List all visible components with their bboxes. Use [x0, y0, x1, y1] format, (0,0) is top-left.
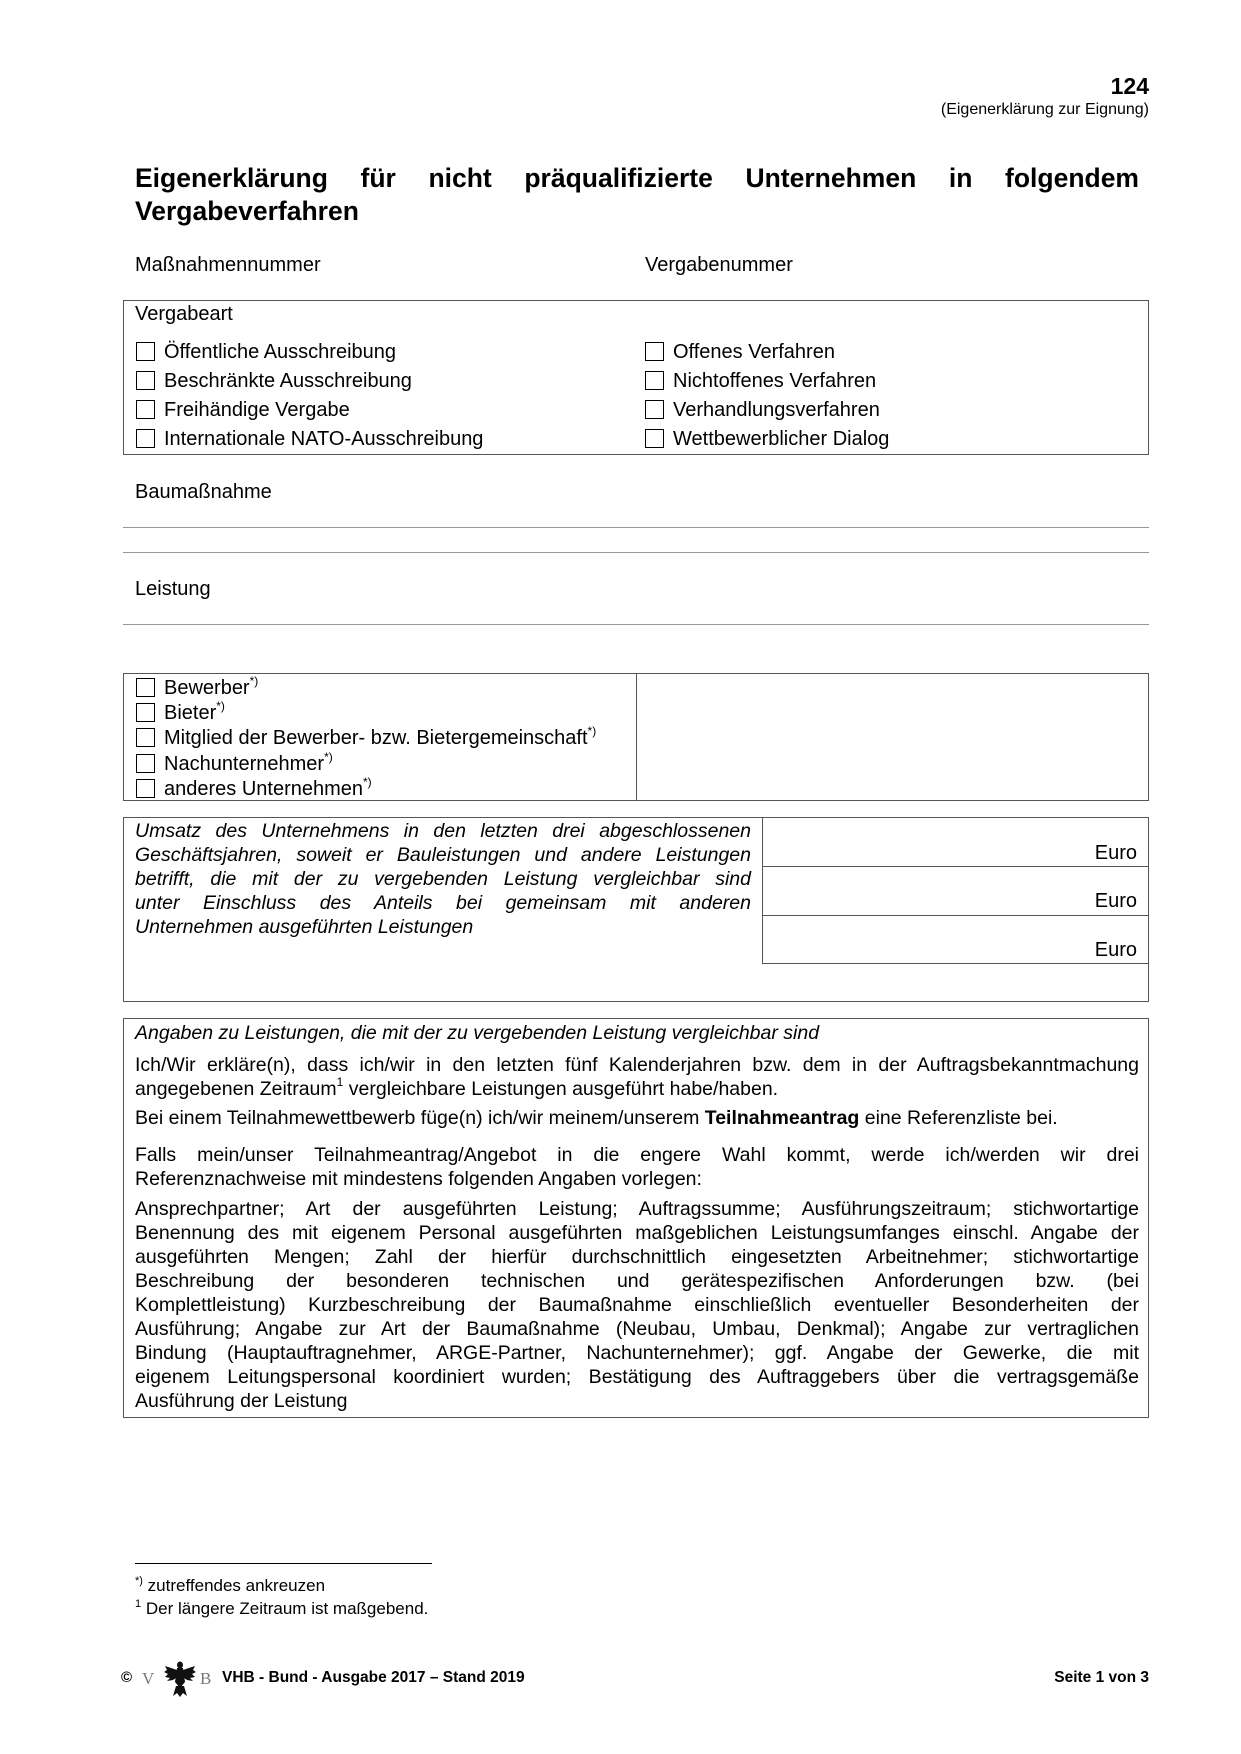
option-wettbewerblicher-dialog: Wettbewerblicher Dialog	[673, 428, 890, 450]
leistung-line[interactable]	[123, 624, 1149, 625]
option-nichtoffenes-verfahren: Nichtoffenes Verfahren	[673, 370, 877, 392]
paragraph-line: angegebenen Zeitraum$^1$ vergleichbare Leistungen ausgeführt habe/haben.	[135, 1075, 779, 1100]
checkbox-nato-ausschreibung[interactable]	[136, 429, 155, 448]
logo-letter-b: B	[200, 1669, 212, 1688]
paragraph-line: Bindung (Hauptauftragnehmer, ARGE-Partner, Nachunternehmer); ggf. Angabe der Gewerke, die mit	[135, 1342, 1139, 1364]
angaben-heading: Angaben zu Leistungen, die mit der zu vergebenden Leistung vergleichbar sind	[135, 1022, 820, 1044]
checkbox-mitglied[interactable]	[136, 728, 155, 747]
checkbox-wettbewerblicher-dialog[interactable]	[645, 429, 664, 448]
umsatz-amounts	[762, 817, 1149, 964]
logo-letter-v: V	[142, 1669, 155, 1688]
eagle-icon	[164, 1660, 196, 1698]
option-freihaendige-vergabe: Freihändige Vergabe	[164, 399, 350, 421]
option-nato-ausschreibung: Internationale NATO-Ausschreibung	[164, 428, 484, 450]
checkbox-nachunternehmer[interactable]	[136, 754, 155, 773]
role-nachunternehmer: Nachunternehmer*)	[164, 750, 333, 775]
paragraph-line: eigenem Leitungspersonal koordiniert wurden; Bestätigung des Auftraggebers über die vertragsgemäße	[135, 1366, 1139, 1388]
baumassnahme-line-1[interactable]	[123, 527, 1149, 528]
umsatz-line: Umsatz des Unternehmens in den letzten drei abgeschlossenen	[135, 820, 751, 842]
currency-label: Euro	[1094, 890, 1137, 912]
checkbox-anderes-unternehmen[interactable]	[136, 779, 155, 798]
page-title	[135, 162, 1139, 228]
paragraph-line: Benennung des mit eigenem Personal ausgeführten maßgeblichen Leistungsumfanges einschl. Angabe der	[135, 1222, 1139, 1244]
vergabeart-label: Vergabeart	[135, 303, 233, 325]
baumassnahme-line-2[interactable]	[123, 552, 1149, 553]
checkbox-bieter[interactable]	[136, 703, 155, 722]
footnote-separator	[135, 1563, 432, 1564]
umsatz-line: Unternehmen ausgeführten Leistungen	[135, 916, 474, 938]
paragraph-line: Komplettleistung) Kurzbeschreibung der Baumaßnahme einschließlich eventueller Besonderheiten der	[135, 1294, 1139, 1316]
footnote-1: *) zutreffendes ankreuzen	[135, 1575, 326, 1595]
option-offenes-verfahren: Offenes Verfahren	[673, 341, 835, 363]
title-line-1: Eigenerklärung für nicht präqualifizierte Unternehmen in folgendem	[135, 163, 1139, 193]
paragraph-line: Ich/Wir erkläre(n), dass ich/wir in den letzten fünf Kalenderjahren bzw. dem in der Auftragsbekanntmachung	[135, 1054, 1139, 1076]
footer-page-number: Seite 1 von 3	[1054, 1669, 1149, 1686]
checkbox-freihaendige-vergabe[interactable]	[136, 400, 155, 419]
checkbox-offenes-verfahren[interactable]	[645, 342, 664, 361]
checkbox-oeffentliche-ausschreibung[interactable]	[136, 342, 155, 361]
paragraph-line: Ausführung der Leistung	[135, 1390, 348, 1412]
umsatz-line: betrifft, die mit der zu vergebenden Leistung vergleichbar sind	[135, 868, 751, 890]
paragraph-line: Beschreibung der besonderen technischen und gerätespezifischen Anforderungen bzw. (bei	[135, 1270, 1139, 1292]
angaben-paragraph-1	[135, 1053, 1139, 1101]
paragraph-line: Ansprechpartner; Art der ausgeführten Leistung; Auftragssumme; Ausführungszeitraum; stichwortartige	[135, 1198, 1139, 1220]
umsatz-text	[135, 819, 751, 939]
checkbox-beschraenkte-ausschreibung[interactable]	[136, 371, 155, 390]
role-bieter: Bieter*)	[164, 699, 225, 724]
paragraph-line: Referenznachweise mit mindestens folgenden Angaben vorlegen:	[135, 1168, 702, 1190]
umsatz-year-3-field[interactable]	[763, 915, 1149, 963]
checkbox-bewerber[interactable]	[136, 678, 155, 697]
title-line-2: Vergabeverfahren	[135, 196, 359, 226]
umsatz-year-2-field[interactable]	[763, 866, 1149, 916]
role-anderes-unternehmen: anderes Unternehmen*)	[164, 775, 372, 800]
angaben-paragraph-2	[135, 1106, 1139, 1130]
angaben-paragraph-4	[135, 1197, 1139, 1413]
umsatz-year-1-field[interactable]	[763, 817, 1149, 867]
form-subtitle: (Eigenerklärung zur Eignung)	[940, 101, 1149, 118]
paragraph-line: Ausführung; Angabe zur Art der Baumaßnahme (Neubau, Umbau, Denkmal); Angabe zur vertraglichen	[135, 1318, 1139, 1340]
currency-label: Euro	[1094, 939, 1137, 961]
option-beschraenkte-ausschreibung: Beschränkte Ausschreibung	[164, 370, 412, 392]
umsatz-line: unter Einschluss des Anteils bei gemeinsam mit anderen	[135, 892, 751, 914]
vergabenummer-label: Vergabenummer	[645, 254, 793, 276]
vhb-logo	[140, 1660, 220, 1698]
baumassnahme-label: Baumaßnahme	[135, 481, 272, 503]
angaben-paragraph-3	[135, 1143, 1139, 1191]
paragraph-line: ausgeführten Mengen; Zahl der hierfür durchschnittlich eingesetzten Arbeitnehmer; stichwortartige	[135, 1246, 1139, 1268]
role-mitglied: Mitglied der Bewerber- bzw. Bietergemeinschaft*)	[164, 724, 597, 749]
massnahmennummer-label: Maßnahmennummer	[135, 254, 321, 276]
footnote-2: $^1$ Der längere Zeitraum ist maßgebend.	[135, 1598, 429, 1618]
footer-edition: VHB - Bund - Ausgabe 2017 – Stand 2019	[222, 1669, 525, 1686]
paragraph-line: Falls mein/unser Teilnahmeantrag/Angebot in die engere Wahl kommt, werde ich/werden wir drei	[135, 1144, 1139, 1166]
checkbox-nichtoffenes-verfahren[interactable]	[645, 371, 664, 390]
umsatz-line: Geschäftsjahren, soweit er Bauleistungen und andere Leistungen	[135, 844, 751, 866]
role-name-field[interactable]	[637, 674, 1148, 800]
option-verhandlungsverfahren: Verhandlungsverfahren	[673, 399, 880, 421]
currency-label: Euro	[1094, 842, 1137, 864]
paragraph-line: Bei einem Teilnahmewettbewerb füge(n) ich/wir meinem/unserem Teilnahmeantrag eine Referenzliste bei.	[135, 1107, 1058, 1129]
form-number: 124	[1110, 73, 1149, 99]
checkbox-verhandlungsverfahren[interactable]	[645, 400, 664, 419]
option-oeffentliche-ausschreibung: Öffentliche Ausschreibung	[164, 341, 397, 363]
role-bewerber: Bewerber*)	[164, 674, 259, 699]
leistung-label: Leistung	[135, 578, 211, 600]
copyright-symbol: ©	[121, 1669, 133, 1686]
